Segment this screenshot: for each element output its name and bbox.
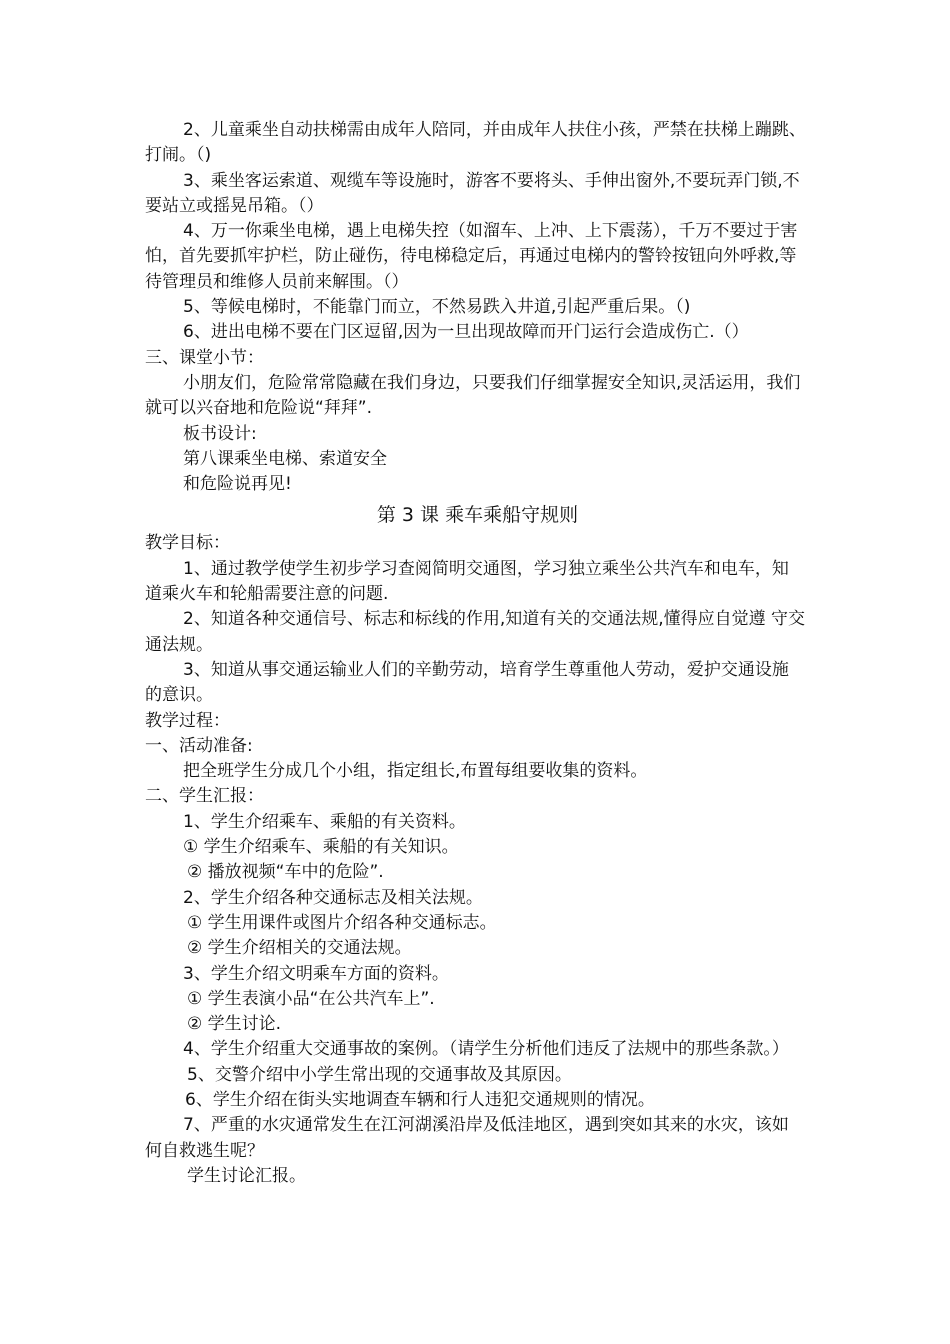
lesson-title: 第 3 课 乘车乘船守规则 bbox=[376, 504, 579, 527]
report-item-3a: ① 学生表演小品“在公共汽车上”. bbox=[187, 988, 435, 1009]
report-item-7-discussion: 学生讨论汇报。 bbox=[187, 1165, 306, 1186]
report-item-7: 7、严重的水灾通常发生在江河湖溪沿岸及低洼地区，遇到突如其来的水灾，该如 何自救逃生呢？ bbox=[145, 1115, 789, 1161]
goal-item-2: 2、知道各种交通信号、标志和标线的作用,知道有关的交通法规,懂得应自觉遵 守交通法规。 bbox=[145, 609, 806, 655]
report-item-4: 4、学生介绍重大交通事故的案例。（请学生分析他们违反了法规中的那些条款。） bbox=[183, 1039, 789, 1060]
paragraph-item-3: 3、乘坐客运索道、观缆车等设施时，游客不要将头、手伸出窗外,不要玩弄门锁,不要站立或摇晃吊箱。（） bbox=[145, 170, 800, 216]
summary-text: 小朋友们，危险常常隐藏在我们身边，只要我们仔细掌握安全知识,灵活运用，我们就可以兴奋地和危险说“拜拜”. bbox=[145, 372, 801, 419]
report-item-3: 3、学生介绍文明乘车方面的资料。 bbox=[183, 963, 449, 984]
goals-heading: 教学目标： bbox=[145, 533, 230, 554]
goal-item-3: 3、知道从事交通运输业人们的辛勤劳动，培育学生尊重他人劳动，爱护交通设施 的意识。 bbox=[145, 659, 789, 706]
step-1-text: 把全班学生分成几个小组，指定组长,布置每组要收集的资料。 bbox=[183, 761, 648, 782]
board-design-line-1: 第八课乘坐电梯、索道安全 bbox=[183, 448, 387, 469]
step-1-heading: 一、活动准备: bbox=[145, 735, 253, 756]
report-item-2: 2、学生介绍各种交通标志及相关法规。 bbox=[183, 887, 483, 908]
paragraph-item-5: 5、等候电梯时，不能靠门而立，不然易跌入井道,引起严重后果。（) bbox=[183, 297, 691, 318]
report-item-6: 6、学生介绍在街头实地调查车辆和行人违犯交通规则的情况。 bbox=[185, 1089, 655, 1110]
process-heading: 教学过程： bbox=[145, 710, 230, 731]
report-item-2a: ① 学生用课件或图片介绍各种交通标志。 bbox=[187, 912, 497, 933]
report-item-3b: ② 学生讨论. bbox=[187, 1014, 282, 1035]
report-item-1a: ① 学生介绍乘车、乘船的有关知识。 bbox=[183, 837, 459, 858]
paragraph-item-4: 4、万一你乘坐电梯，遇上电梯失控（如溜车、上冲、上下震荡），千万不要过于害怕，首先要抓牢护栏，防止碰伤，待电梯稳定后，再通过电梯内的警铃按钮向外呼救,等待管理员和维修人员前来解围。（） bbox=[145, 221, 798, 292]
board-design-label: 板书设计: bbox=[183, 423, 257, 444]
report-item-1: 1、学生介绍乘车、乘船的有关资料。 bbox=[183, 811, 466, 832]
summary-heading: 三、课堂小节： bbox=[145, 347, 264, 368]
goal-item-1: 1、通过教学使学生初步学习查阅简明交通图，学习独立乘坐公共汽车和电车，知 道乘火车和轮船需要注意的问题. bbox=[145, 558, 789, 605]
board-design-line-2: 和危险说再见! bbox=[183, 474, 292, 495]
report-item-1b: ② 播放视频“车中的危险”. bbox=[187, 862, 384, 883]
report-item-2b: ② 学生介绍相关的交通法规。 bbox=[187, 938, 412, 959]
report-item-5: 5、交警介绍中小学生常出现的交通事故及其原因。 bbox=[187, 1064, 572, 1085]
document-body bbox=[145, 118, 810, 1189]
paragraph-item-6: 6、进出电梯不要在门区逗留,因为一旦出现故障而开门运行会造成伤亡.（） bbox=[183, 322, 749, 343]
paragraph-item-2: 2、儿童乘坐自动扶梯需由成年人陪同，并由成年人扶住小孩，严禁在扶梯上蹦跳、打闹。（) bbox=[145, 120, 806, 166]
step-2-heading: 二、学生汇报： bbox=[145, 786, 264, 807]
